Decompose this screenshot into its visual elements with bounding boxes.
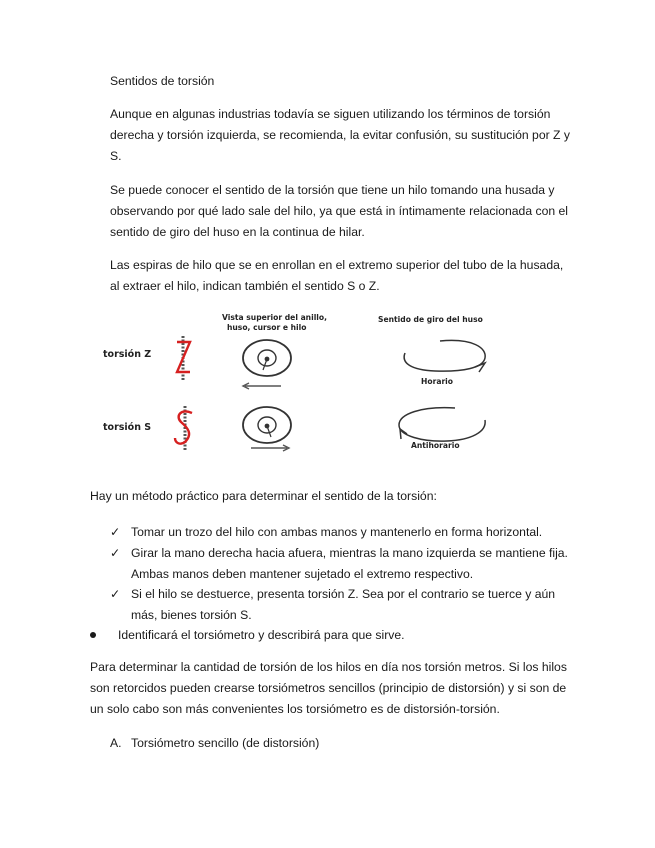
label-clockwise: Horario bbox=[421, 377, 454, 386]
check-icon: ✓ bbox=[110, 546, 121, 560]
torsion-diagram bbox=[95, 308, 535, 468]
check-item-text: Tomar un trozo del hilo con ambas manos y mantenerlo en forma horizontal. bbox=[131, 525, 543, 539]
caption-top-view-line2: huso, cursor e hilo bbox=[227, 323, 307, 332]
check-item bbox=[110, 543, 570, 584]
paragraph-terminology: Aunque en algunas industrias todavía se siguen utilizando los términos de torsión derecha y torsión izquierda, se recomienda, la evitar confusión, su sustitución por Z y S. bbox=[110, 107, 570, 163]
check-item bbox=[110, 584, 570, 625]
label-counterclockwise: Antihorario bbox=[411, 441, 460, 450]
check-item bbox=[110, 522, 570, 543]
bullet-item bbox=[90, 625, 570, 645]
check-icon: ✓ bbox=[110, 587, 121, 601]
bullet-icon bbox=[90, 632, 96, 638]
ring-top-view-z-icon bbox=[243, 340, 291, 389]
label-torsion-s: torsión S bbox=[103, 422, 152, 433]
list-item-a-text: Torsiómetro sencillo (de distorsión) bbox=[131, 736, 320, 750]
bullet-item-text: Identificará el torsiómetro y describirá para que sirve. bbox=[118, 628, 405, 642]
list-item-a bbox=[110, 733, 570, 753]
ring-top-view-s-icon bbox=[243, 407, 291, 451]
caption-top-view-line1: Vista superior del anillo, bbox=[222, 313, 328, 322]
caption-spindle-direction: Sentido de giro del huso bbox=[378, 315, 483, 324]
yarn-z-icon bbox=[177, 336, 190, 380]
check-item-text: Si el hilo se destuerce, presenta torsión Z. Sea por el contrario se tuerce y aún más, bienes torsión S. bbox=[131, 587, 556, 622]
paragraph-method-intro: Hay un método práctico para determinar el sentido de la torsión: bbox=[90, 489, 437, 503]
clockwise-arrow-icon bbox=[404, 340, 485, 372]
check-icon: ✓ bbox=[110, 525, 121, 539]
list-marker-a: A. bbox=[110, 736, 122, 750]
label-torsion-z: torsión Z bbox=[103, 349, 152, 360]
counterclockwise-arrow-icon bbox=[399, 408, 485, 441]
paragraph-espiras: Las espiras de hilo que se en enrollan en el extremo superior del tubo de la husada, al extraer el hilo, indican también el sentido S o Z. bbox=[110, 258, 564, 293]
paragraph-husada: Se puede conocer el sentido de la torsión que tiene un hilo tomando una husada y observando por qué lado sale del hilo, ya que está in íntimamente relacionada con el sentido de giro del huso en la continua de hilar. bbox=[110, 183, 569, 239]
check-item-text: Girar la mano derecha hacia afuera, mientras la mano izquierda se mantiene fija. Ambas manos deben mantener sujetado el extremo respectivo. bbox=[131, 546, 568, 581]
paragraph-torsiometer: Para determinar la cantidad de torsión de los hilos en día nos torsión metros. Si los hilos son retorcidos pueden crearse torsiómetros sencillos (principio de distorsión) y si son de un solo cabo son más convenientes los torsiómetro es de distorsión-torsión. bbox=[90, 660, 567, 716]
yarn-s-icon bbox=[175, 406, 192, 450]
section-heading: Sentidos de torsión bbox=[110, 74, 215, 88]
